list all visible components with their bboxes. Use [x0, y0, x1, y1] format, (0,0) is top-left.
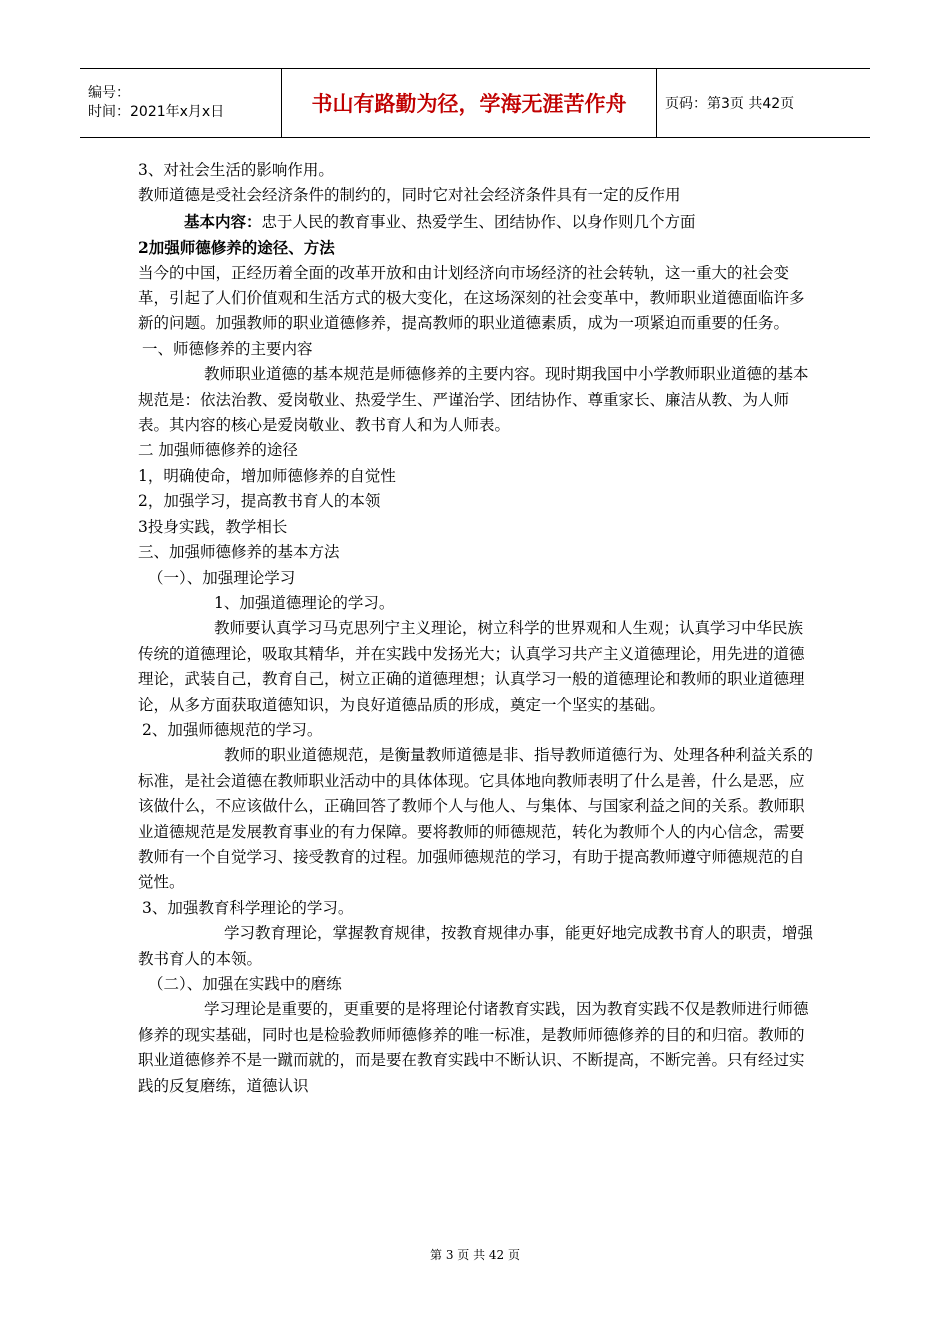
paragraph: 2加强师德修养的途径、方法 [138, 238, 335, 258]
paragraph: 教师道德是受社会经济条件的制约的，同时它对社会经济条件具有一定的反作用 [138, 186, 681, 205]
header-motto-cell [282, 69, 657, 137]
document-body [138, 158, 818, 1099]
paragraph-rest: 忠于人民的教育事业、热爱学生、团结协作、以身作则几个方面 [261, 212, 696, 231]
header-motto: 书山有路勤为径，学海无涯苦作舟 [311, 92, 627, 116]
paragraph: 3、加强教育科学理论的学习。 [142, 898, 354, 917]
paragraph: 1、加强道德理论的学习。 [214, 593, 395, 612]
paragraph: 3投身实践，教学相长 [138, 517, 288, 536]
paragraph: 三、加强师德修养的基本方法 [138, 543, 340, 562]
paragraph: （二）、加强在实践中的磨练 [148, 975, 342, 993]
paragraph: （一）、加强理论学习 [148, 568, 296, 587]
paragraph: 教师要认真学习马克思列宁主义理论，树立科学的世界观和人生观；认真学习中华民族传统的道德理论，吸取其精华，并在实践中发扬光大；认真学习共产主义道德理论，用先进的道德理论，武装自己，教育自己，树立正确的道德理想；认真学习一般的道德理论和教师的职业道德理论，从多方面获取道德知识，为良好道德品质的形成，奠定一个坚实的基础。 [138, 619, 805, 714]
paragraph-lead: 基本内容： [184, 211, 262, 231]
header-number-label: 编号： [88, 85, 130, 101]
page-header [80, 68, 870, 138]
header-page-info: 页码：第3页 共42页 [665, 96, 795, 112]
paragraph: 当今的中国，正经历着全面的改革开放和由计划经济向市场经济的社会转轨，这一重大的社会变革，引起了人们价值观和生活方式的极大变化，在这场深刻的社会变革中，教师职业道德面临许多新的问题。加强教师的职业道德修养，提高教师的职业道德素质，成为一项紧迫而重要的任务。 [138, 263, 805, 333]
paragraph: 3、对社会生活的影响作用。 [138, 161, 334, 179]
paragraph: 2、加强师德规范的学习。 [142, 720, 323, 739]
paragraph: 一、师德修养的主要内容 [142, 339, 313, 358]
paragraph: 二 加强师德修养的途径 [138, 441, 298, 460]
paragraph: 2，加强学习，提高教书育人的本领 [138, 492, 381, 511]
paragraph: 教师职业道德的基本规范是师德修养的主要内容。现时期我国中小学教师职业道德的基本规范是：依法治教、爱岗敬业、热爱学生、严谨治学、团结协作、尊重家长、廉洁从教、为人师表。其内容的核心是爱岗敬业、教书育人和为人师表。 [138, 365, 809, 435]
header-meta-cell [80, 69, 282, 137]
page-footer: 第 3 页 共 42 页 [430, 1248, 520, 1262]
paragraph: 1，明确使命，增加师德修养的自觉性 [138, 466, 396, 485]
paragraph: 学习理论是重要的，更重要的是将理论付诸教育实践，因为教育实践不仅是教师进行师德修养的现实基础，同时也是检验教师师德修养的唯一标准，是教师师德修养的目的和归宿。教师的职业道德修养不是一蹴而就的，而是要在教育实践中不断认识、不断提高，不断完善。只有经过实践的反复磨练，道德认识 [138, 1000, 809, 1095]
paragraph: 学习教育理论，掌握教育规律，按教育规律办事，能更好地完成教书育人的职责，增强教书育人的本领。 [138, 924, 814, 968]
paragraph [138, 209, 818, 235]
header-page-cell [657, 69, 870, 137]
paragraph: 教师的职业道德规范，是衡量教师道德是非、指导教师道德行为、处理各种利益关系的标准，是社会道德在教师职业活动中的具体体现。它具体地向教师表明了什么是善，什么是恶，应该做什么，不应该做什么，正确回答了教师个人与他人、与集体、与国家利益之间的关系。教师职业道德规范是发展教育事业的有力保障。要将教师的师德规范，转化为教师个人的内心信念，需要教师有一个自觉学习、接受教育的过程。加强师德规范的学习，有助于提高教师遵守师德规范的自觉性。 [138, 746, 814, 892]
header-date: 时间：2021年x月x日 [88, 104, 225, 120]
